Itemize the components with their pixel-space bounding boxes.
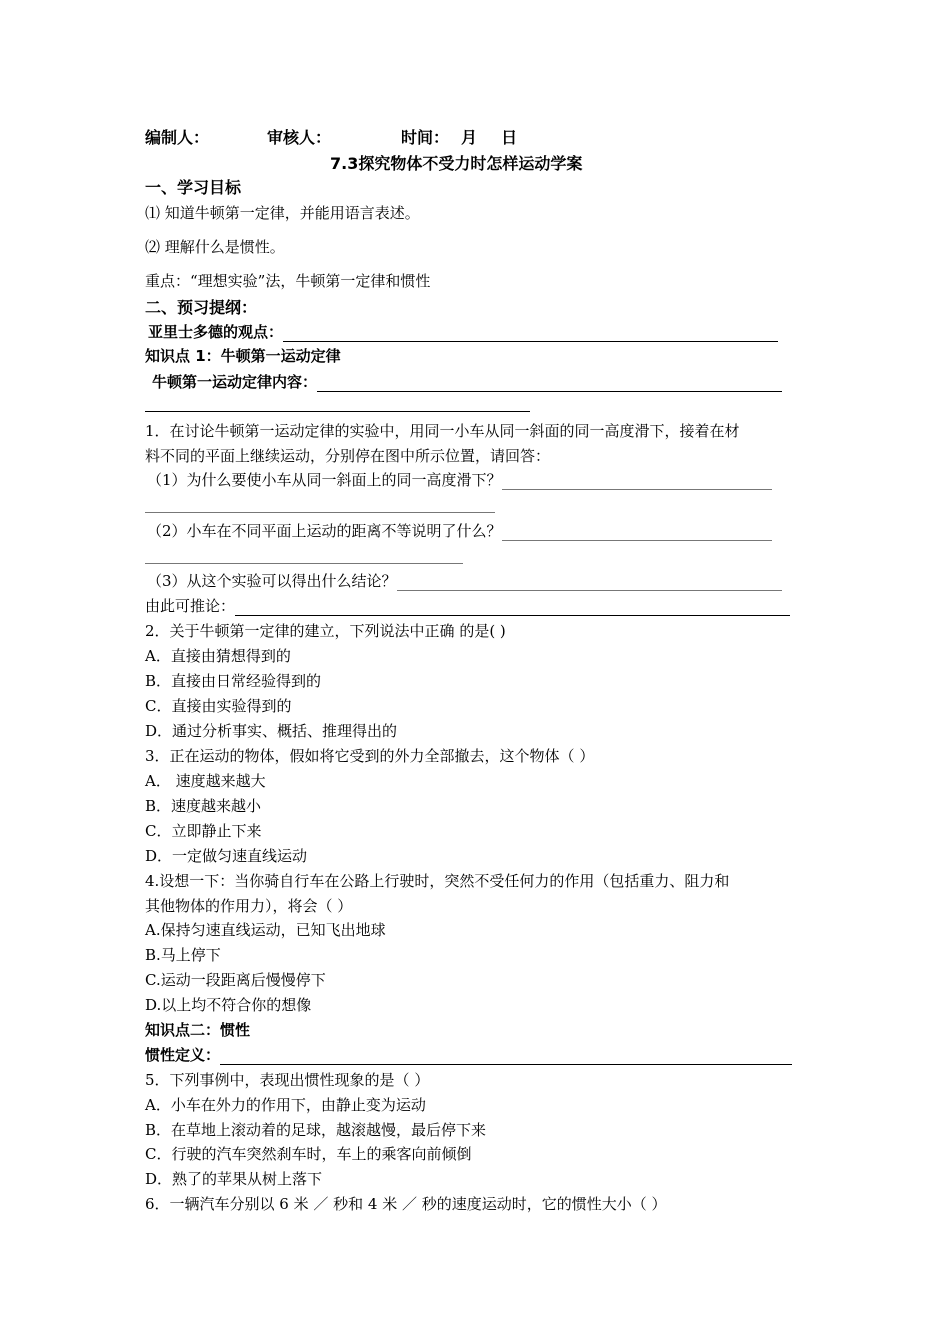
aristotle-blank[interactable] xyxy=(283,325,778,342)
compiler-label: 编制人： xyxy=(145,128,210,147)
q1-sub2: （2）小车在不同平面上运动的距离不等说明了什么？ xyxy=(147,522,502,540)
law-content-label: 牛顿第一运动定律内容： xyxy=(152,373,318,391)
inertia-definition-line xyxy=(145,1045,792,1065)
header-line xyxy=(145,128,517,148)
aristotle-line xyxy=(148,322,778,342)
q1-sub1-line xyxy=(147,470,772,490)
goal-1: ⑴ 知道牛顿第一定律，并能用语言表述。 xyxy=(145,204,420,222)
q5-option-b: B．在草地上滚动着的足球，越滚越慢，最后停下来 xyxy=(145,1121,487,1139)
q1-infer-blank[interactable] xyxy=(235,599,790,616)
q3-option-c: C．立即静止下来 xyxy=(145,822,262,840)
page-title: 7.3探究物体不受力时怎样运动学案 xyxy=(330,154,583,173)
q1-sub1: （1）为什么要使小车从同一斜面上的同一高度滑下？ xyxy=(147,471,502,489)
q1-infer: 由此可推论： xyxy=(145,597,236,615)
q5-option-d: D．熟了的苹果从树上落下 xyxy=(145,1170,323,1188)
q1-sub3: （3）从这个实验可以得出什么结论？ xyxy=(147,572,397,590)
time-label: 时间： xyxy=(401,128,450,147)
aristotle-label: 亚里士多德的观点： xyxy=(148,323,284,341)
goal-2: ⑵ 理解什么是惯性。 xyxy=(145,238,285,256)
q3-stem: 3．正在运动的物体，假如将它受到的外力全部撤去，这个物体（ ） xyxy=(145,747,595,765)
law-content-blank[interactable] xyxy=(317,375,782,392)
q2-option-a: A．直接由猜想得到的 xyxy=(145,647,291,665)
q2-option-c: C．直接由实验得到的 xyxy=(145,697,292,715)
q2-stem: 2．关于牛顿第一定律的建立，下列说法中正确 的是( ) xyxy=(145,622,506,640)
q1-sub2-blank[interactable] xyxy=(502,524,772,541)
kp2-heading: 知识点二：惯性 xyxy=(145,1021,251,1039)
q3-option-a: A． 速度越来越大 xyxy=(145,772,266,790)
law-content-blank-2[interactable] xyxy=(145,411,530,412)
q4-option-d: D.以上均不符合你的想像 xyxy=(145,996,312,1014)
law-content-line xyxy=(152,372,782,392)
inertia-definition-label: 惯性定义： xyxy=(145,1046,221,1064)
day-label: 日 xyxy=(501,128,518,147)
q1-infer-line xyxy=(145,596,790,616)
q3-option-b: B．速度越来越小 xyxy=(145,797,262,815)
q1-stem-2: 料不同的平面上继续运动，分别停在图中所示位置，请回答： xyxy=(145,447,551,465)
q1-sub2-blank-2[interactable] xyxy=(145,563,463,564)
q6-stem: 6．一辆汽车分别以 6 米 ／ 秒和 4 米 ／ 秒的速度运动时，它的惯性大小（ ） xyxy=(145,1195,667,1213)
q1-sub1-blank-2[interactable] xyxy=(145,512,495,513)
q2-option-d: D．通过分析事实、概括、推理得出的 xyxy=(145,722,398,740)
key-points: 重点：“理想实验”法，牛顿第一定律和惯性 xyxy=(145,272,431,290)
inertia-definition-blank[interactable] xyxy=(220,1048,792,1065)
q4-stem-1: 4.设想一下：当你骑自行车在公路上行驶时，突然不受任何力的作用（包括重力、阻力和 xyxy=(145,872,730,890)
q5-stem: 5．下列事例中，表现出惯性现象的是（ ） xyxy=(145,1071,430,1089)
q1-sub3-blank[interactable] xyxy=(397,574,782,591)
section2-heading: 二、预习提纲： xyxy=(145,298,258,317)
reviewer-label: 审核人： xyxy=(267,128,332,147)
kp1-heading: 知识点 1：牛顿第一运动定律 xyxy=(145,347,341,365)
q1-sub3-line xyxy=(147,571,782,591)
q5-option-a: A．小车在外力的作用下，由静止变为运动 xyxy=(145,1096,426,1114)
month-label: 月 xyxy=(461,128,478,147)
q1-sub1-blank[interactable] xyxy=(502,473,772,490)
section1-heading: 一、学习目标 xyxy=(145,178,242,197)
q2-option-b: B．直接由日常经验得到的 xyxy=(145,672,322,690)
q5-option-c: C．行驶的汽车突然刹车时，车上的乘客向前倾倒 xyxy=(145,1145,472,1163)
q4-option-b: B.马上停下 xyxy=(145,946,221,964)
q4-option-a: A.保持匀速直线运动，已知飞出地球 xyxy=(145,921,386,939)
q1-sub2-line xyxy=(147,521,772,541)
q4-option-c: C.运动一段距离后慢慢停下 xyxy=(145,971,326,989)
q3-option-d: D．一定做匀速直线运动 xyxy=(145,847,308,865)
q1-stem-1: 1．在讨论牛顿第一运动定律的实验中，用同一小车从同一斜面的同一高度滑下，接着在材 xyxy=(145,422,740,440)
q4-stem-2: 其他物体的作用力），将会（ ） xyxy=(145,897,353,915)
